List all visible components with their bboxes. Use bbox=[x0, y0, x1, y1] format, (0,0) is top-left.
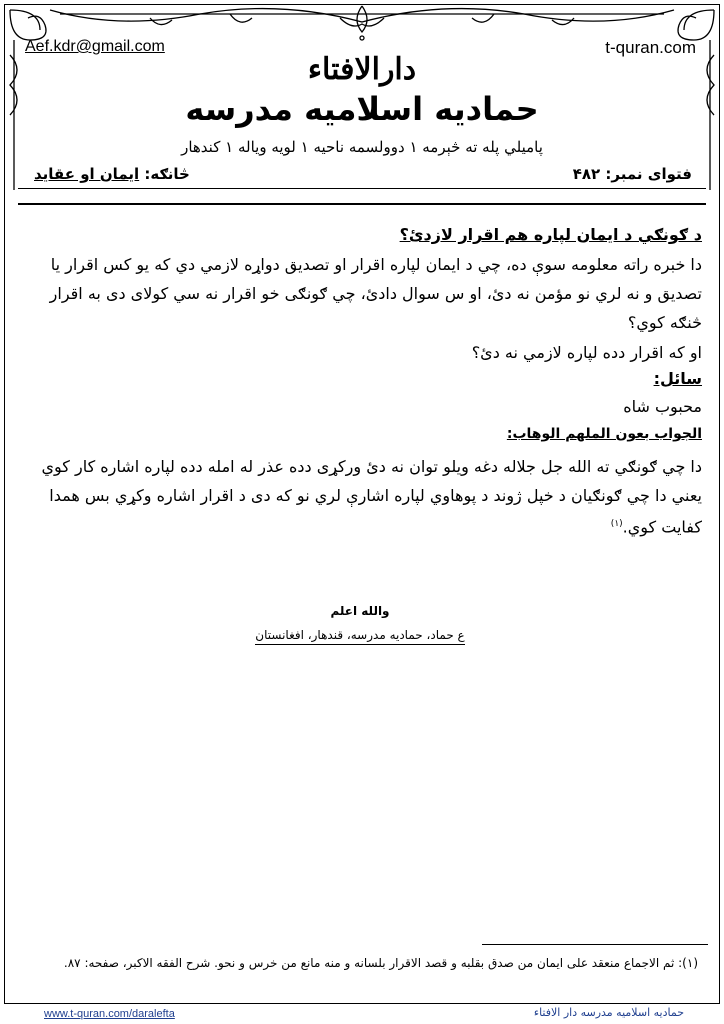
footnote-ref[interactable]: (۱) bbox=[610, 519, 623, 529]
school-title: حمادیه اسلامیه مدرسه bbox=[185, 90, 539, 128]
category bbox=[34, 165, 190, 183]
asker-label-text: سائل: bbox=[653, 369, 702, 388]
header-divider-thick bbox=[18, 203, 706, 205]
answer-text bbox=[22, 452, 702, 541]
question-paragraph-2: او که اقرار دده لپاره لازمي نه دئ؟ bbox=[471, 343, 702, 362]
category-label: څانګه: bbox=[144, 165, 190, 183]
signature-line bbox=[200, 628, 520, 642]
contact-email[interactable]: Aef.kdr@gmail.com bbox=[25, 38, 165, 55]
question-paragraph-1: دا خبره راته معلومه سوې ده، چي د ایمان لپاره اقرار او تصدیق دواړه لازمي دي که یو کس اقرار یا تصدیق و نه لري نو مؤمن نه دئ، او س سوال دادئ، چي ګونګی خو اقرار نه سي کولای دی به اقرار څنګه کوي؟ bbox=[49, 255, 702, 332]
footnote-divider bbox=[482, 944, 708, 945]
signature-text: ع حماد، حمادیه مدرسه، قندهار، افغانستان bbox=[255, 628, 464, 645]
fatwa-number-value: ۴۸۲ bbox=[572, 165, 601, 183]
footnote bbox=[8, 956, 698, 970]
fatwa-number bbox=[573, 165, 692, 183]
answer-label bbox=[22, 420, 702, 449]
footer-url-link[interactable]: www.t-quran.com/daralefta bbox=[44, 1008, 175, 1020]
asker-name: محبوب شاه bbox=[623, 397, 702, 416]
question-title bbox=[22, 220, 702, 249]
footnote-marker: (۱) bbox=[682, 956, 698, 970]
header-divider bbox=[18, 188, 706, 189]
office-title: دارالافتاء bbox=[307, 52, 417, 87]
footer-publisher: حمادیه اسلامیه مدرسه دار الافتاء bbox=[533, 1006, 684, 1019]
answer-body: دا چي ګونګي ته الله جل جلاله دغه ویلو توان نه دئ ورکړی دده عذر له امله دده لپاره اشاره کار کوي یعني دا چي ګونګیان د خپل ژوند د پوهاوي لپاره اشارې لري نو که دی د اقرار اشاره وکړي بس همدا کفایت کوي. bbox=[41, 457, 702, 537]
category-value: ایمان او عقاید bbox=[34, 165, 140, 183]
address-line: پامیلي پله ته څېرمه ۱ دوولسمه ناحیه ۱ لویه ویاله ۱ کندهار bbox=[181, 138, 543, 156]
question-title-text: د ګونګي د ایمان لپاره هم اقرار لازدئ؟ bbox=[399, 225, 702, 244]
signature-closing: والله اعلم bbox=[330, 604, 390, 618]
answer-label-text: الجواب بعون الملهم الوهاب: bbox=[506, 426, 702, 442]
fatwa-number-label: فتوای نمبر: bbox=[605, 165, 692, 183]
asker-label bbox=[22, 364, 702, 393]
footnote-text: : ثم الاجماع منعقد على ایمان من صدق بقلبه و قصد الاقرار بلسانه و منه مانع من خرس و نحو. شرح الفقه الاکبر، صفحه: ۸۷. bbox=[63, 956, 683, 970]
website-link[interactable]: t-quran.com bbox=[605, 38, 696, 57]
